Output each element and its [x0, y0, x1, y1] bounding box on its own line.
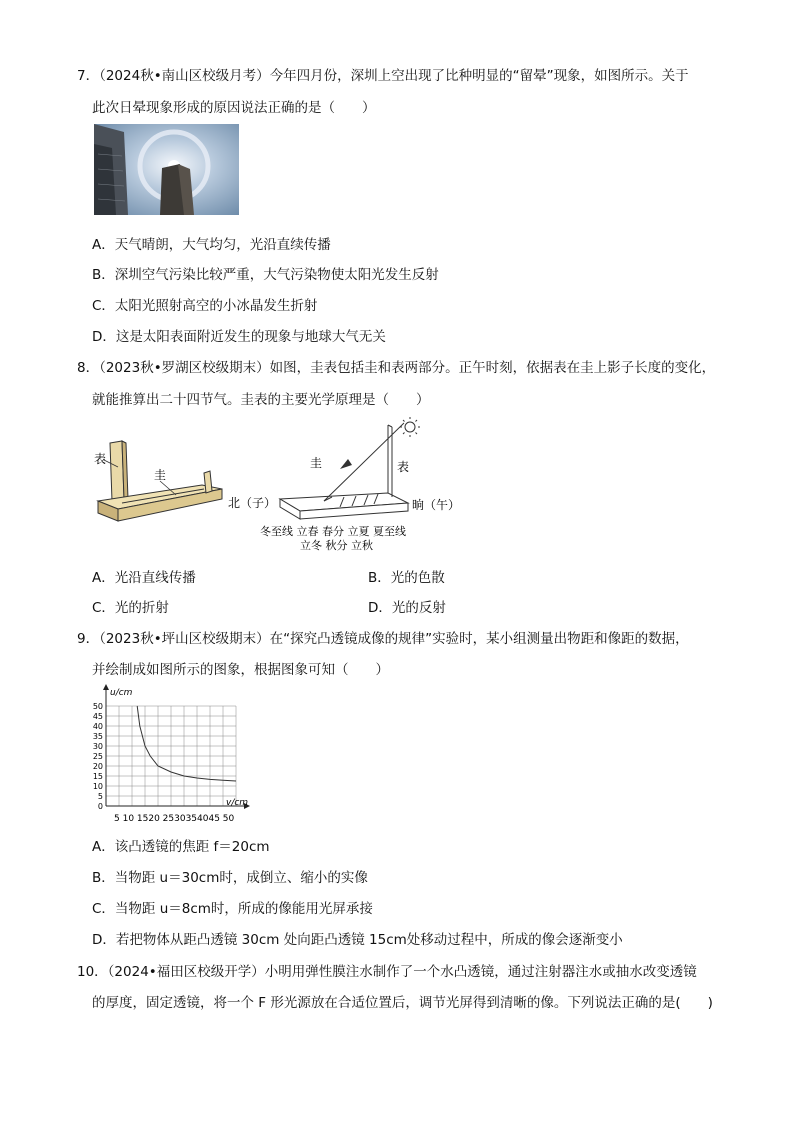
q7-line1: 7．（2024秋•南山区校级月考）今年四月份，深圳上空出现了比种明显的“留晕”现象，如图所示。关于 [77, 68, 689, 84]
chart-grid [106, 706, 236, 806]
q10-line2: 的厚度，固定透镜，将一个 F 形光源放在合适位置后，调节光屏得到清晰的像。下列说法正确的是( ) [92, 995, 713, 1011]
q8-option-b: B．光的色散 [368, 570, 445, 586]
uv-curve [137, 706, 236, 781]
label-biao-right: 表 [397, 460, 410, 474]
q8-line1: 8．（2023秋•罗湖区校级期末）如图，圭表包括圭和表两部分。正午时刻，依据表在圭上影子长度的变化， [77, 360, 716, 376]
q9-option-a: A．该凸透镜的焦距 f＝20cm [92, 839, 270, 855]
label-gui-right: 圭 [310, 456, 323, 470]
q9-option-d: D．若把物体从距凸透镜 30cm 处向距凸透镜 15cm处移动过程中，所成的像会逐渐变小 [92, 932, 623, 948]
q7-option-d: D．这是太阳表面附近发生的现象与地球大气无关 [92, 329, 386, 345]
q9-line1: 9．（2023秋•坪山区校级期末）在“探究凸透镜成像的规律”实验时，某小组测量出物距和像距的数据， [77, 631, 689, 647]
y-tick-label: 0 [97, 802, 103, 811]
q10-line1: 10．（2024•福田区校级开学）小明用弹性膜注水制作了一个水凸透镜，通过注射器注水或抽水改变透镜 [77, 964, 697, 980]
guibiao-figure [92, 415, 472, 555]
y-tick-label: 40 [92, 722, 103, 731]
y-tick-label: 35 [92, 732, 103, 741]
sun-icon [400, 417, 420, 437]
y-tick-label: 50 [92, 702, 103, 711]
q8-option-c: C．光的折射 [92, 600, 169, 616]
q9-line2: 并绘制成如图所示的图象，根据图象可知（ ） [92, 662, 389, 678]
y-axis-label: u/cm [110, 688, 133, 698]
y-tick-label: 15 [92, 772, 103, 781]
label-south: 晌（午） [412, 498, 461, 512]
y-axis-arrow [103, 684, 109, 690]
q7-option-a: A．天气晴朗，大气均匀，光沿直续传播 [92, 237, 331, 253]
y-tick-label: 25 [92, 752, 103, 761]
x-axis-label: v/cm [226, 798, 249, 808]
q7-option-b: B．深圳空气污染比较严重，大气污染物使太阳光发生反射 [92, 267, 439, 283]
y-tick-label: 45 [92, 712, 103, 721]
label-solar-terms-row1: 冬至线 立春 春分 立夏 夏至线 [260, 525, 406, 538]
q8-line2: 就能推算出二十四节气。圭表的主要光学原理是（ ） [92, 392, 430, 408]
q7-option-c: C．太阳光照射高空的小冰晶发生折射 [92, 298, 318, 314]
label-gui-left: 圭 [154, 468, 167, 482]
y-tick-label: 10 [92, 782, 103, 791]
q9-option-c: C．当物距 u＝8cm时，所成的像能用光屏承接 [92, 901, 373, 917]
uv-chart [86, 684, 256, 826]
label-biao-left: 表 [94, 452, 107, 466]
q7-line2: 此次日晕现象形成的原因说法正确的是（ ） [92, 100, 376, 116]
x-tick-labels: 5 10 1520 2530354045 50 [114, 814, 235, 824]
y-tick-label: 30 [92, 742, 103, 751]
y-tick-label: 5 [97, 792, 103, 801]
q8-option-d: D．光的反射 [368, 600, 446, 616]
label-north: 北（子） [228, 496, 277, 510]
label-solar-terms-row2: 立冬 秋分 立秋 [300, 539, 373, 552]
y-tick-label: 20 [92, 762, 103, 771]
q9-option-b: B．当物距 u＝30cm时，成倒立、缩小的实像 [92, 870, 368, 886]
halo-photo [94, 124, 239, 215]
q8-option-a: A．光沿直线传播 [92, 570, 196, 586]
